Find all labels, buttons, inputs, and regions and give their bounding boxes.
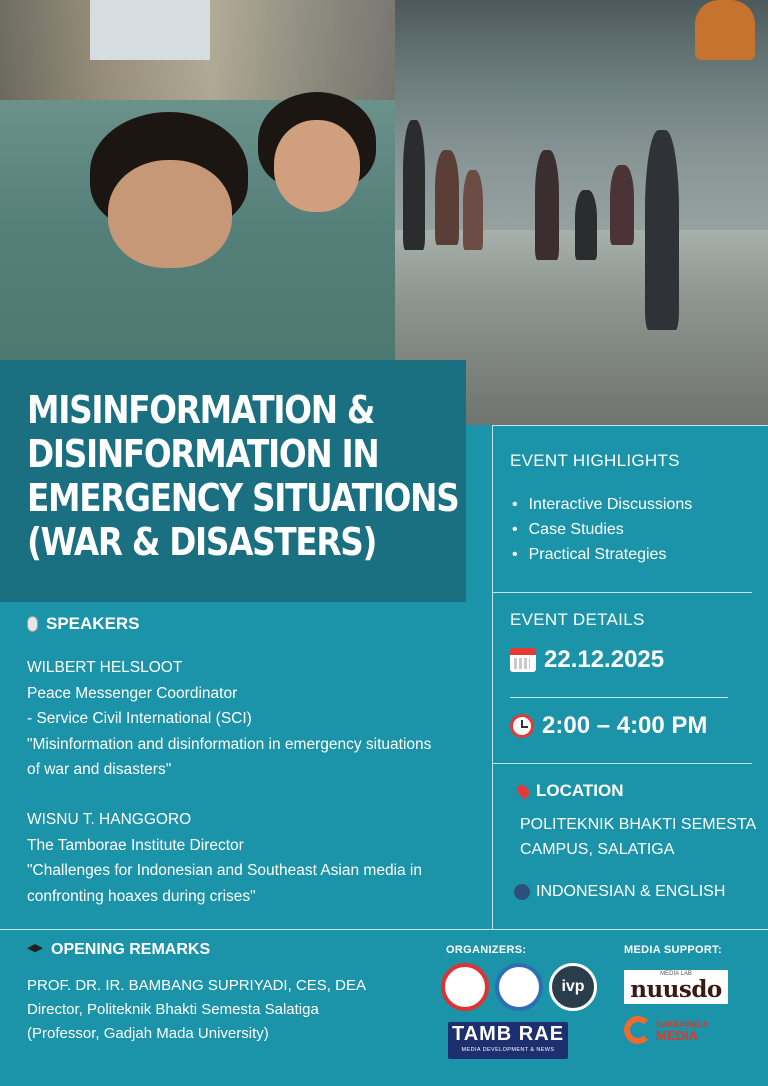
speaker-role: The Tamborae Institute Director (27, 836, 244, 854)
column-divider (492, 425, 493, 930)
details-heading: EVENT DETAILS (510, 610, 645, 629)
list-item: • Interactive Discussions (512, 492, 692, 517)
opening-remarks-heading: OPENING REMARKS (27, 941, 210, 959)
pin-icon (515, 783, 532, 800)
opening-remarks-text: PROF. DR. IR. BAMBANG SUPRIYADI, CES, DEA Director, Politeknik Bhakti Semesta Salatiga (Professor, Gadjah Mada University) (27, 977, 366, 1042)
date-value: 22.12.2025 (544, 646, 665, 673)
cakrawala-media-logo: CAKRAWALA MEDIA (624, 1016, 708, 1044)
speaker-2 (27, 807, 422, 909)
list-item: • Case Studies (512, 517, 692, 542)
list-item: • Practical Strategies (512, 542, 692, 567)
language: INDONESIAN & ENGLISH (514, 883, 725, 901)
time-value: 2:00 – 4:00 PM (542, 712, 708, 739)
politeknik-logo (441, 963, 489, 1011)
organizers-heading: ORGANIZERS: (446, 944, 527, 956)
event-time (510, 712, 707, 740)
speaker-role: - Service Civil International (SCI) (27, 710, 252, 727)
highlights-list (512, 492, 692, 567)
event-title: MISINFORMATION & DISINFORMATION IN EMERGENCY SITUATIONS (WAR & DISASTERS) (27, 388, 459, 564)
microphone-icon (27, 616, 38, 632)
speaker-talk: of war and disasters" (27, 761, 172, 778)
speakers-heading: SPEAKERS (27, 614, 140, 634)
divider (510, 697, 728, 698)
alarm-clock-icon (510, 714, 534, 738)
divider (0, 929, 768, 930)
nuusdo-logo: MEDIA LAB nuusdo (624, 970, 728, 1004)
speaking-head-icon (514, 884, 530, 900)
speaker-talk: "Challenges for Indonesian and Southeast Asian media in (27, 862, 422, 879)
event-date (510, 646, 664, 674)
divider (492, 592, 752, 593)
speaker-talk: confronting hoaxes during crises" (27, 887, 256, 905)
calendar-icon (510, 648, 536, 672)
location-heading: LOCATION (518, 781, 624, 801)
divider (492, 763, 752, 764)
sci-logo (495, 963, 543, 1011)
speaker-talk: "Misinformation and disinformation in emergency situations (27, 735, 432, 753)
speaker-1 (27, 655, 431, 783)
highlights-heading: EVENT HIGHLIGHTS (510, 451, 680, 470)
cakrawala-mark-icon (624, 1016, 652, 1044)
speaker-name: WISNU T. HANGGORO (27, 811, 192, 828)
speaker-name: WILBERT HELSLOOT (27, 659, 183, 676)
location-address: POLITEKNIK BHAKTI SEMESTA CAMPUS, SALATIGA (520, 816, 757, 858)
media-support-heading: MEDIA SUPPORT: (624, 944, 722, 956)
divider (492, 425, 768, 426)
speaker-role: Peace Messenger Coordinator (27, 684, 238, 702)
ivp-logo: ivp (549, 963, 597, 1011)
graduation-cap-icon (27, 944, 43, 956)
tamborae-logo: TAMB RAE MEDIA DEVELOPMENT & NEWS (448, 1022, 568, 1059)
